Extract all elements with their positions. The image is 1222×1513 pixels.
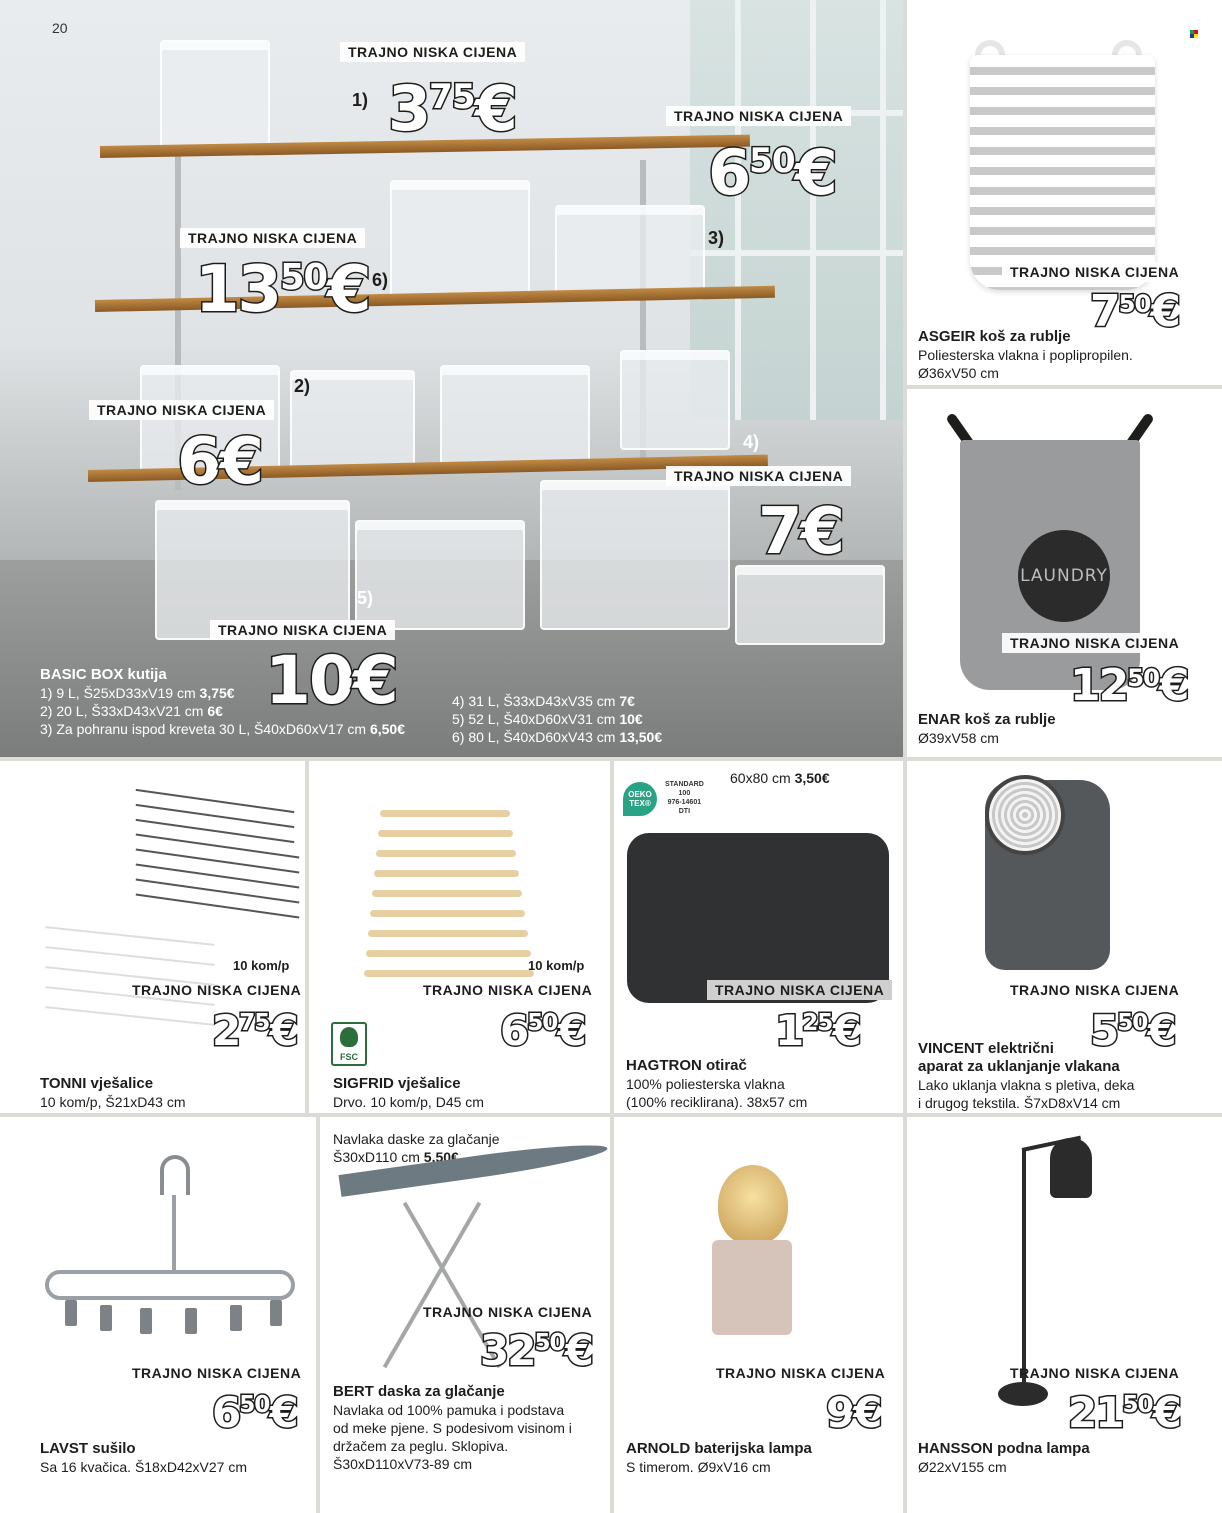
- arnold-lamp-bulb: [718, 1165, 788, 1245]
- sigfrid-pack-label: 10 kom/p: [528, 958, 585, 973]
- arnold-price: 9€: [826, 1388, 881, 1437]
- laundry-print: LAUNDRY: [1018, 530, 1110, 622]
- price-tag-label: TRAJNO NISKA CIJENA: [89, 400, 274, 420]
- sigfrid-price: $6^{50}€$: [500, 1006, 585, 1055]
- item-marker: 3): [708, 228, 725, 248]
- lavst-price: $6^{50}€$: [212, 1388, 297, 1437]
- variant-line: 5) 52 L, Š40xD60xV31 cm 10€: [452, 711, 643, 727]
- arnold-lamp-image: [712, 1240, 792, 1335]
- oeko-tex-standard: STANDARD 100 976-14601 DTI: [665, 781, 704, 815]
- sigfrid-info: SIGFRID vješalice Drvo. 10 kom/p, D45 cm: [333, 1075, 484, 1110]
- price-tag-label: TRAJNO NISKA CIJENA: [180, 228, 365, 248]
- asgeir-basket-image: [970, 55, 1155, 290]
- divider: [903, 0, 907, 757]
- item-marker: 6): [372, 270, 389, 290]
- bert-info: BERT daska za glačanje Navlaka od 100% pamuka i podstava od meke pjene. S podesivom visinom i držačem za peglu. Sklopiva. Š30xD110xV73-89 cm: [333, 1383, 572, 1472]
- hansson-info: HANSSON podna lampa Ø22xV155 cm: [918, 1440, 1090, 1475]
- shaver-head: [985, 775, 1065, 855]
- bert-price: $32^{50}€$: [480, 1326, 592, 1375]
- vincent-info: VINCENT električni aparat za uklanjanje vlakana Lako uklanja vlakna s pletiva, deka i drugog tekstila. Š7xD8xV14 cm: [918, 1040, 1135, 1111]
- price-tag-label: TRAJNO NISKA CIJENA: [666, 466, 851, 486]
- fsc-tree-icon: [340, 1027, 358, 1047]
- price-tag-label: TRAJNO NISKA CIJENA: [423, 1304, 593, 1320]
- variant-line: 3) Za pohranu ispod kreveta 30 L, Š40xD60xV17 cm 6,50€: [40, 721, 406, 737]
- price-tag-label: TRAJNO NISKA CIJENA: [340, 42, 525, 62]
- price-tag-label: TRAJNO NISKA CIJENA: [132, 1365, 302, 1381]
- variant-line: 4) 31 L, Š33xD43xV35 cm 7€: [452, 693, 635, 709]
- price-tag-label: TRAJNO NISKA CIJENA: [707, 980, 892, 1000]
- price-box-3: $6^{50}€$: [708, 136, 836, 209]
- lamp-shade: [1050, 1138, 1092, 1198]
- price-tag-label: TRAJNO NISKA CIJENA: [415, 980, 600, 1000]
- oeko-tex-logo-icon: OEKO TEX®: [623, 782, 657, 816]
- lavst-hook: [160, 1155, 190, 1195]
- variant-line: 6) 80 L, Š40xD60xV43 cm 13,50€: [452, 729, 663, 745]
- item-marker: 2): [294, 376, 311, 396]
- vincent-price: $5^{50}€$: [1090, 1006, 1175, 1055]
- price-box-1: $3^{75}€$: [388, 72, 516, 145]
- fsc-logo-icon: FSC: [331, 1022, 367, 1066]
- price-tag-label: TRAJNO NISKA CIJENA: [716, 1365, 886, 1381]
- hansson-price: $21^{50}€$: [1068, 1388, 1180, 1437]
- basic-box-info-right: [452, 692, 752, 746]
- price-tag-label: TRAJNO NISKA CIJENA: [1002, 633, 1187, 653]
- divider: [305, 757, 309, 1113]
- asgeir-info: ASGEIR koš za rublje Poliesterska vlakna i poplipropilen. Ø36xV50 cm: [918, 328, 1133, 381]
- variant-line: 1) 9 L, Š25xD33xV19 cm 3,75€: [40, 685, 235, 701]
- arnold-info: ARNOLD baterijska lampa S timerom. Ø9xV16 cm: [626, 1440, 812, 1475]
- price-box-5: 10€: [265, 642, 397, 719]
- price-tag-label: TRAJNO NISKA CIJENA: [210, 620, 395, 640]
- variant-line: 2) 20 L, Š33xD43xV21 cm 6€: [40, 703, 223, 719]
- price-box-6: $13^{50}€$: [195, 253, 370, 327]
- hagtron-info: HAGTRON otirač 100% poliesterska vlakna (100% reciklirana). 38x57 cm: [626, 1057, 808, 1110]
- divider: [903, 385, 1222, 389]
- divider: [903, 757, 907, 1113]
- price-box-2: 6€: [177, 425, 263, 499]
- divider: [903, 1113, 907, 1513]
- hagtron-doormat-image: [627, 833, 889, 1003]
- divider: [0, 1113, 1222, 1117]
- hagtron-extra-size: 60x80 cm 3,50€: [730, 770, 830, 786]
- price-tag-label: TRAJNO NISKA CIJENA: [666, 106, 851, 126]
- brand-logo-icon: [1190, 30, 1198, 38]
- price-tag-label: TRAJNO NISKA CIJENA: [1010, 1365, 1180, 1381]
- tonni-price: $2^{75}€$: [212, 1006, 297, 1055]
- price-box-4: 7€: [758, 495, 844, 569]
- lavst-info: LAVST sušilo Sa 16 kvačica. Š18xD42xV27 cm: [40, 1440, 247, 1475]
- hagtron-price: $1^{25}€$: [775, 1006, 860, 1055]
- product-name: BASIC BOX kutija: [40, 666, 167, 683]
- item-marker: 4): [743, 432, 760, 452]
- price-tag-label: TRAJNO NISKA CIJENA: [1002, 980, 1187, 1000]
- lavst-dryer-image: [45, 1270, 295, 1300]
- price-tag-label: TRAJNO NISKA CIJENA: [132, 982, 302, 998]
- tonni-info: TONNI vješalice 10 kom/p, Š21xD43 cm: [40, 1075, 186, 1110]
- asgeir-price: $7^{50}€$: [1090, 286, 1179, 337]
- lamp-base: [998, 1382, 1048, 1406]
- divider: [316, 1113, 320, 1513]
- item-marker: 5): [357, 588, 374, 608]
- hansson-floor-lamp-image: [1022, 1150, 1026, 1395]
- enar-info: ENAR koš za rublje Ø39xV58 cm: [918, 711, 1056, 746]
- divider: [610, 757, 614, 1513]
- page-number: 20: [52, 20, 68, 36]
- bert-cover-info: Navlaka daske za glačanje Š30xD110 cm 5,50€: [333, 1131, 500, 1165]
- price-tag-label: TRAJNO NISKA CIJENA: [1002, 262, 1187, 282]
- enar-price: $12^{50}€$: [1070, 660, 1188, 711]
- item-marker: 1): [352, 90, 369, 110]
- tonni-pack-label: 10 kom/p: [233, 958, 290, 973]
- basic-box-info-left: [40, 666, 460, 738]
